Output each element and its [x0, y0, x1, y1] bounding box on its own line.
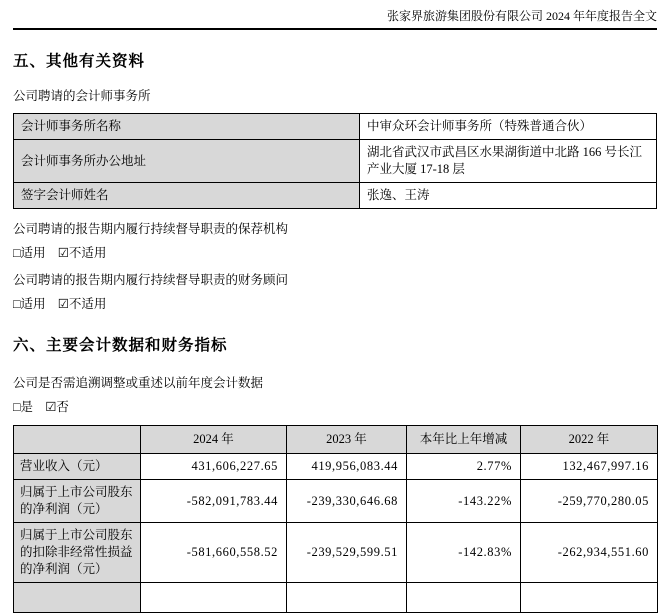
- checkbox-sponsor-applicable: □适用: [13, 246, 46, 260]
- table-row: [14, 140, 657, 183]
- firm-name-label: 会计师事务所名称: [14, 114, 360, 140]
- table-row-net-profit-excl-nonrecurring: [14, 523, 658, 583]
- revenue-2024: 431,606,227.65: [141, 454, 287, 480]
- checkbox-sponsor-not-applicable: ☑不适用: [57, 246, 107, 260]
- revenue-2022: 132,467,997.16: [521, 454, 658, 480]
- sponsor-statement: 公司聘请的报告期内履行持续督导职责的保荐机构: [13, 222, 289, 236]
- checkbox-advisor-not-applicable: ☑不适用: [57, 297, 107, 311]
- advisor-statement: 公司聘请的报告期内履行持续督导职责的财务顾问: [13, 273, 289, 287]
- excl-profit-2022: -262,934,551.60: [521, 523, 658, 583]
- excl-profit-2024: -581,660,558.52: [141, 523, 287, 583]
- accounting-firm-intro: 公司聘请的会计师事务所: [13, 89, 151, 103]
- table-row-clipped: [14, 583, 658, 613]
- key-financials-table: [13, 425, 658, 613]
- signing-accountants-value: 张逸、王涛: [360, 183, 657, 209]
- running-header: [13, 0, 657, 30]
- firm-name-value: 中审众环会计师事务所（特殊普通合伙）: [360, 114, 657, 140]
- checkbox-restatement-no: ☑否: [45, 400, 69, 414]
- sponsor-options: [13, 246, 657, 261]
- table-row: [14, 183, 657, 209]
- section-heading-other-info: 五、其他有关资料: [13, 53, 146, 70]
- row-label: 归属于上市公司股东的净利润（元）: [14, 480, 141, 523]
- net-profit-2023: -239,330,646.68: [287, 480, 407, 523]
- checkbox-advisor-applicable: □适用: [13, 297, 46, 311]
- firm-address-label: 会计师事务所办公地址: [14, 140, 360, 183]
- header-blank-cell: [14, 426, 141, 454]
- revenue-2023: 419,956,083.44: [287, 454, 407, 480]
- restatement-options: [13, 400, 657, 415]
- signing-accountants-label: 签字会计师姓名: [14, 183, 360, 209]
- row-label: 归属于上市公司股东的扣除非经常性损益的净利润（元）: [14, 523, 141, 583]
- revenue-change: 2.77%: [407, 454, 521, 480]
- header-yoy-change: 本年比上年增减: [407, 426, 521, 454]
- table-row: [14, 114, 657, 140]
- excl-profit-2023: -239,529,599.51: [287, 523, 407, 583]
- checkbox-restatement-yes: □是: [13, 400, 34, 414]
- firm-address-value: 湖北省武汉市武昌区水果湖街道中北路 166 号长江产业大厦 17-18 层: [360, 140, 657, 183]
- header-2024: 2024 年: [141, 426, 287, 454]
- net-profit-change: -143.22%: [407, 480, 521, 523]
- net-profit-2024: -582,091,783.44: [141, 480, 287, 523]
- net-profit-2022: -259,770,280.05: [521, 480, 658, 523]
- table-header-row: [14, 426, 658, 454]
- row-label-clipped: [14, 583, 141, 613]
- section-heading-key-financials: 六、主要会计数据和财务指标: [13, 337, 228, 354]
- excl-profit-change: -142.83%: [407, 523, 521, 583]
- table-row-net-profit: [14, 480, 658, 523]
- advisor-options: [13, 297, 657, 312]
- restatement-question: 公司是否需追溯调整或重述以前年度会计数据: [13, 376, 264, 390]
- header-2023: 2023 年: [287, 426, 407, 454]
- row-label: 营业收入（元）: [14, 454, 141, 480]
- report-title: 张家界旅游集团股份有限公司 2024 年年度报告全文: [386, 9, 657, 23]
- table-row-revenue: [14, 454, 658, 480]
- accounting-firm-table: [13, 113, 657, 209]
- header-2022: 2022 年: [521, 426, 658, 454]
